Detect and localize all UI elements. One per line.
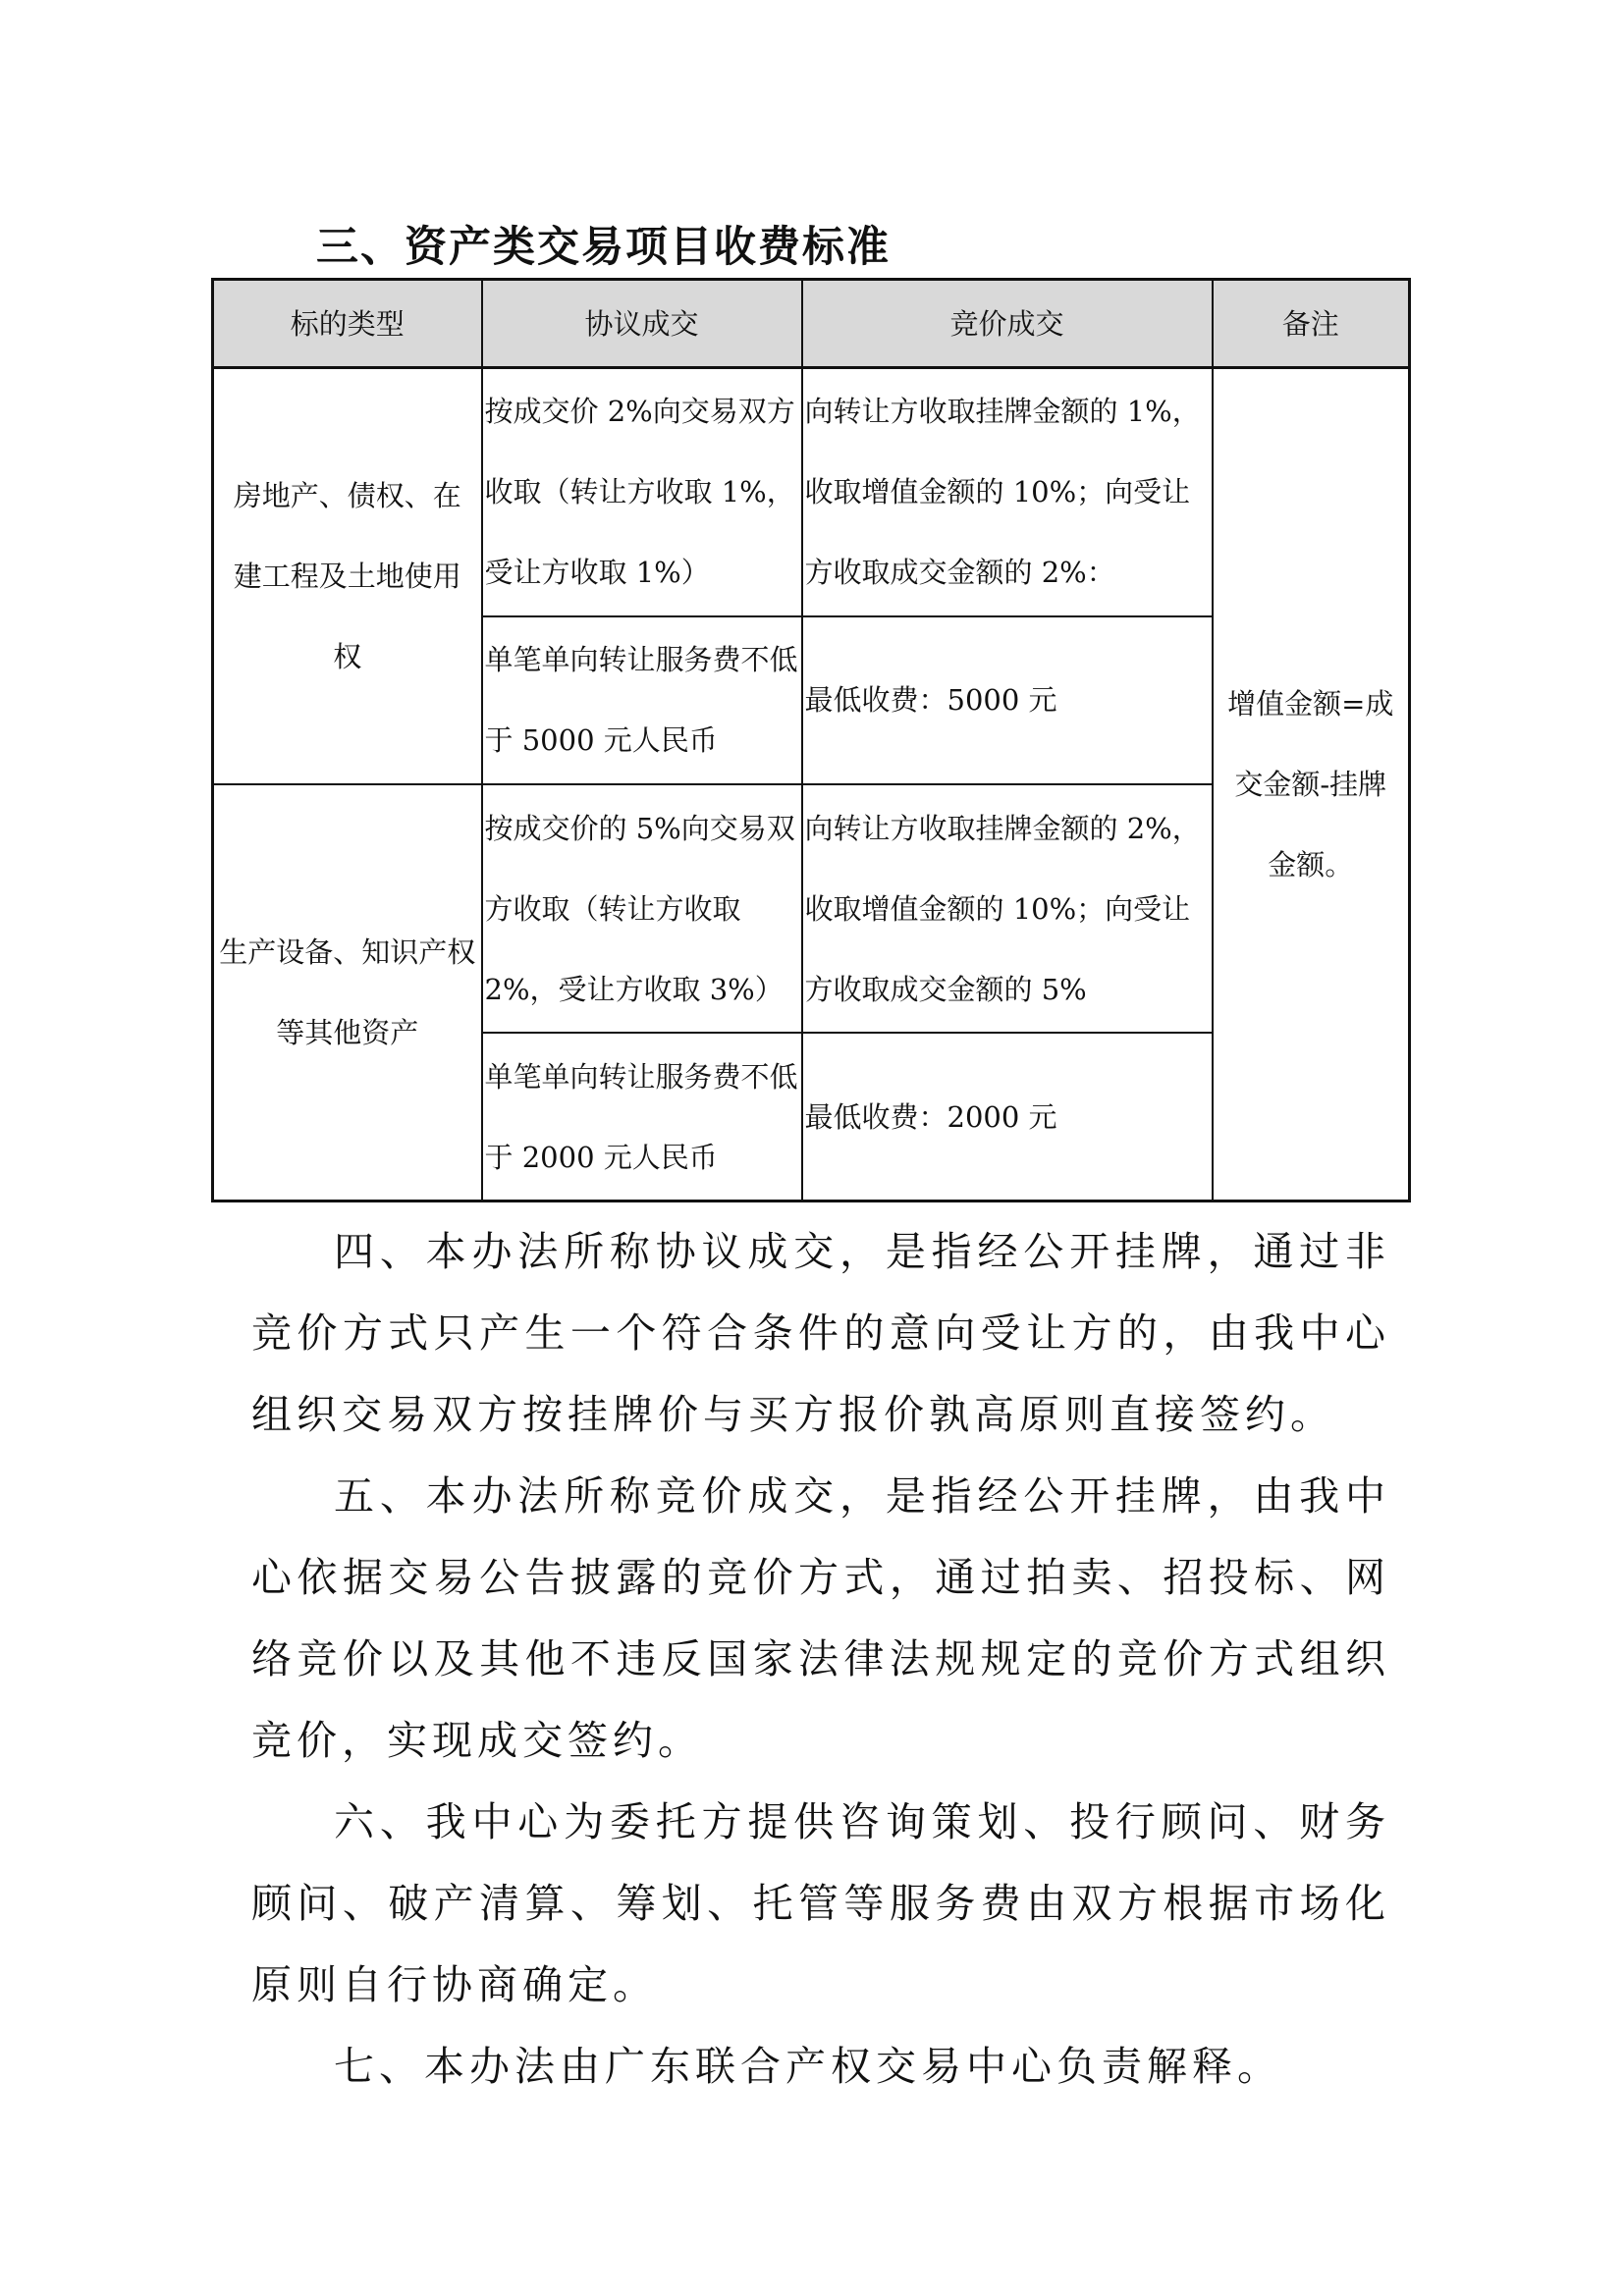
table-row: [213, 368, 1410, 616]
table-header-row: [213, 280, 1410, 368]
agreement-min-cell: 单笔单向转让服务费不低于 2000 元人民币: [482, 1033, 802, 1201]
header-agreement: 协议成交: [482, 280, 802, 368]
fee-standard-table: [211, 278, 1411, 1202]
auction-rate-cell: 向转让方收取挂牌金额的 1%，收取增值金额的 10%；向受让方收取成交金额的 2%：: [802, 368, 1213, 616]
agreement-rate-cell: 按成交价 2%向交易双方收取（转让方收取 1%，受让方收取 1%）: [482, 368, 802, 616]
asset-type-cell: [213, 368, 482, 784]
agreement-min-cell: 单笔单向转让服务费不低于 5000 元人民币: [482, 616, 802, 784]
remark-cell: [1213, 368, 1410, 1201]
asset-type-cell: [213, 784, 482, 1201]
asset-type-text: 生产设备、知识产权等其他资产: [219, 934, 476, 1049]
auction-rate-cell: 向转让方收取挂牌金额的 2%，收取增值金额的 10%；向受让方收取成交金额的 5%: [802, 784, 1213, 1033]
auction-min-cell: 最低收费：2000 元: [802, 1033, 1213, 1201]
paragraph-interpretation: 七、本办法由广东联合产权交易中心负责解释。: [334, 2043, 1282, 2090]
asset-type-text: 房地产、债权、在建工程及土地使用权: [233, 478, 461, 673]
paragraph-auction-definition: 五、本办法所称竞价成交，是指经公开挂牌，由我中心依据交易公告披露的竞价方式，通过拍卖、招投标、网络竞价以及其他不违反国家法律法规规定的竞价方式组织竞价，实现成交签约。: [251, 1472, 1390, 1764]
paragraph-service-fees: 六、我中心为委托方提供咨询策划、投行顾问、财务顾问、破产清算、筹划、托管等服务费由双方根据市场化原则自行协商确定。: [251, 1798, 1390, 2008]
section-title: 三、资产类交易项目收费标准: [316, 223, 891, 272]
header-remark: 备注: [1213, 280, 1410, 368]
remark-text: 增值金额=成交金额-挂牌金额。: [1227, 687, 1394, 881]
header-asset-type: 标的类型: [213, 280, 482, 368]
agreement-rate-cell: 按成交价的 5%向交易双方收取（转让方收取 2%，受让方收取 3%）: [482, 784, 802, 1033]
header-auction: 竞价成交: [802, 280, 1213, 368]
paragraph-agreement-definition: 四、本办法所称协议成交，是指经公开挂牌，通过非竞价方式只产生一个符合条件的意向受让方的，由我中心组织交易双方按挂牌价与买方报价孰高原则直接签约。: [251, 1228, 1390, 1438]
auction-min-cell: 最低收费：5000 元: [802, 616, 1213, 784]
